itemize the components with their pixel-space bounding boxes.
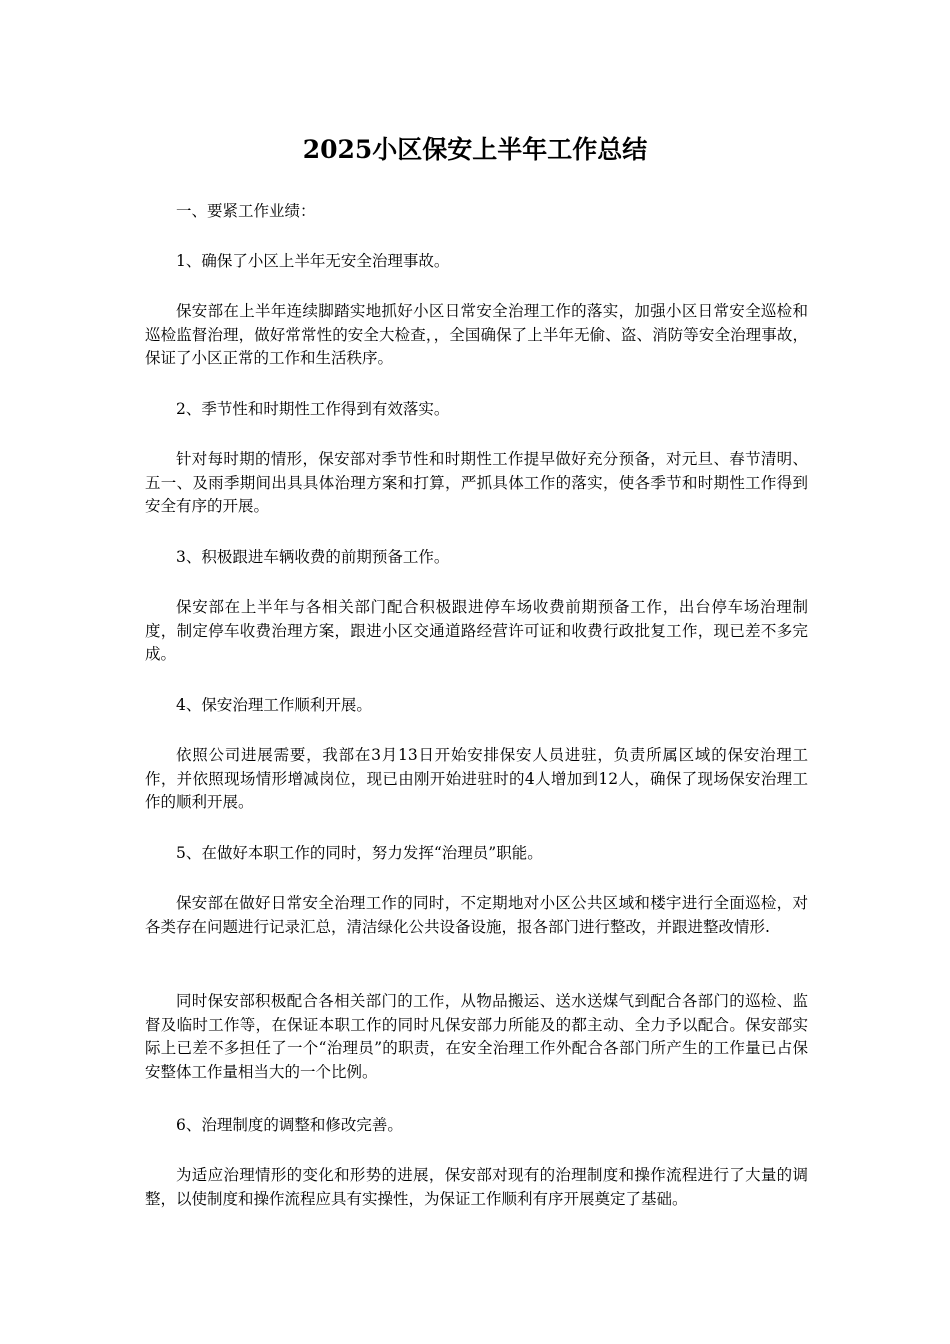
item-body-1: 保安部在上半年连续脚踏实地抓好小区日常安全治理工作的落实，加强小区日常安全巡检和巡检监督治理，做好常常性的安全大检查，，全国确保了上半年无偷、盗、消防等安全治理事故，保证了小区正常的工作和生活秩序。 — [145, 302, 808, 367]
item-body-3: 保安部在上半年与各相关部门配合积极跟进停车场收费前期预备工作，出台停车场治理制度，制定停车收费治理方案，跟进小区交通道路经营许可证和收费行政批复工作，现已差不多完成。 — [145, 598, 808, 663]
item-heading-6: 6、治理制度的调整和修改完善。 — [176, 1116, 403, 1134]
section-heading: 一、要紧工作业绩： — [176, 202, 316, 220]
item-body-5a: 保安部在做好日常安全治理工作的同时，不定期地对小区公共区域和楼宇进行全面巡检，对各类存在问题进行记录汇总，清洁绿化公共设备设施，报各部门进行整改，并跟进整改情形. — [145, 894, 808, 936]
item-heading-4: 4、保安治理工作顺利开展。 — [176, 696, 372, 714]
item-body-5b: 同时保安部积极配合各相关部门的工作，从物品搬运、送水送煤气到配合各部门的巡检、监督及临时工作等，在保证本职工作的同时凡保安部力所能及的都主动、全力予以配合。保安部实际上已差不多担任了一个“治理员”的职责，在安全治理工作外配合各部门所产生的工作量已占保安整体工作量相当大的一个比例。 — [145, 992, 808, 1081]
item-heading-1: 1、确保了小区上半年无安全治理事故。 — [176, 252, 450, 270]
item-body-2: 针对每时期的情形，保安部对季节性和时期性工作提早做好充分预备，对元旦、春节清明、五一、及雨季期间出具具体治理方案和打算，严抓具体工作的落实，使各季节和时期性工作得到安全有序的开展。 — [145, 450, 808, 515]
document-title: 2025小区保安上半年工作总结 — [302, 135, 648, 164]
item-body-6: 为适应治理情形的变化和形势的进展，保安部对现有的治理制度和操作流程进行了大量的调整，以使制度和操作流程应具有实操性，为保证工作顺利有序开展奠定了基础。 — [145, 1166, 808, 1208]
item-heading-5: 5、在做好本职工作的同时，努力发挥“治理员”职能。 — [176, 844, 543, 862]
item-heading-3: 3、积极跟进车辆收费的前期预备工作。 — [176, 548, 450, 566]
item-heading-2: 2、季节性和时期性工作得到有效落实。 — [176, 400, 450, 418]
item-body-4: 依照公司进展需要，我部在3月13日开始安排保安人员进驻，负责所属区域的保安治理工作，并依照现场情形增减岗位，现已由刚开始进驻时的4人增加到12人，确保了现场保安治理工作的顺利开展。 — [145, 746, 808, 811]
